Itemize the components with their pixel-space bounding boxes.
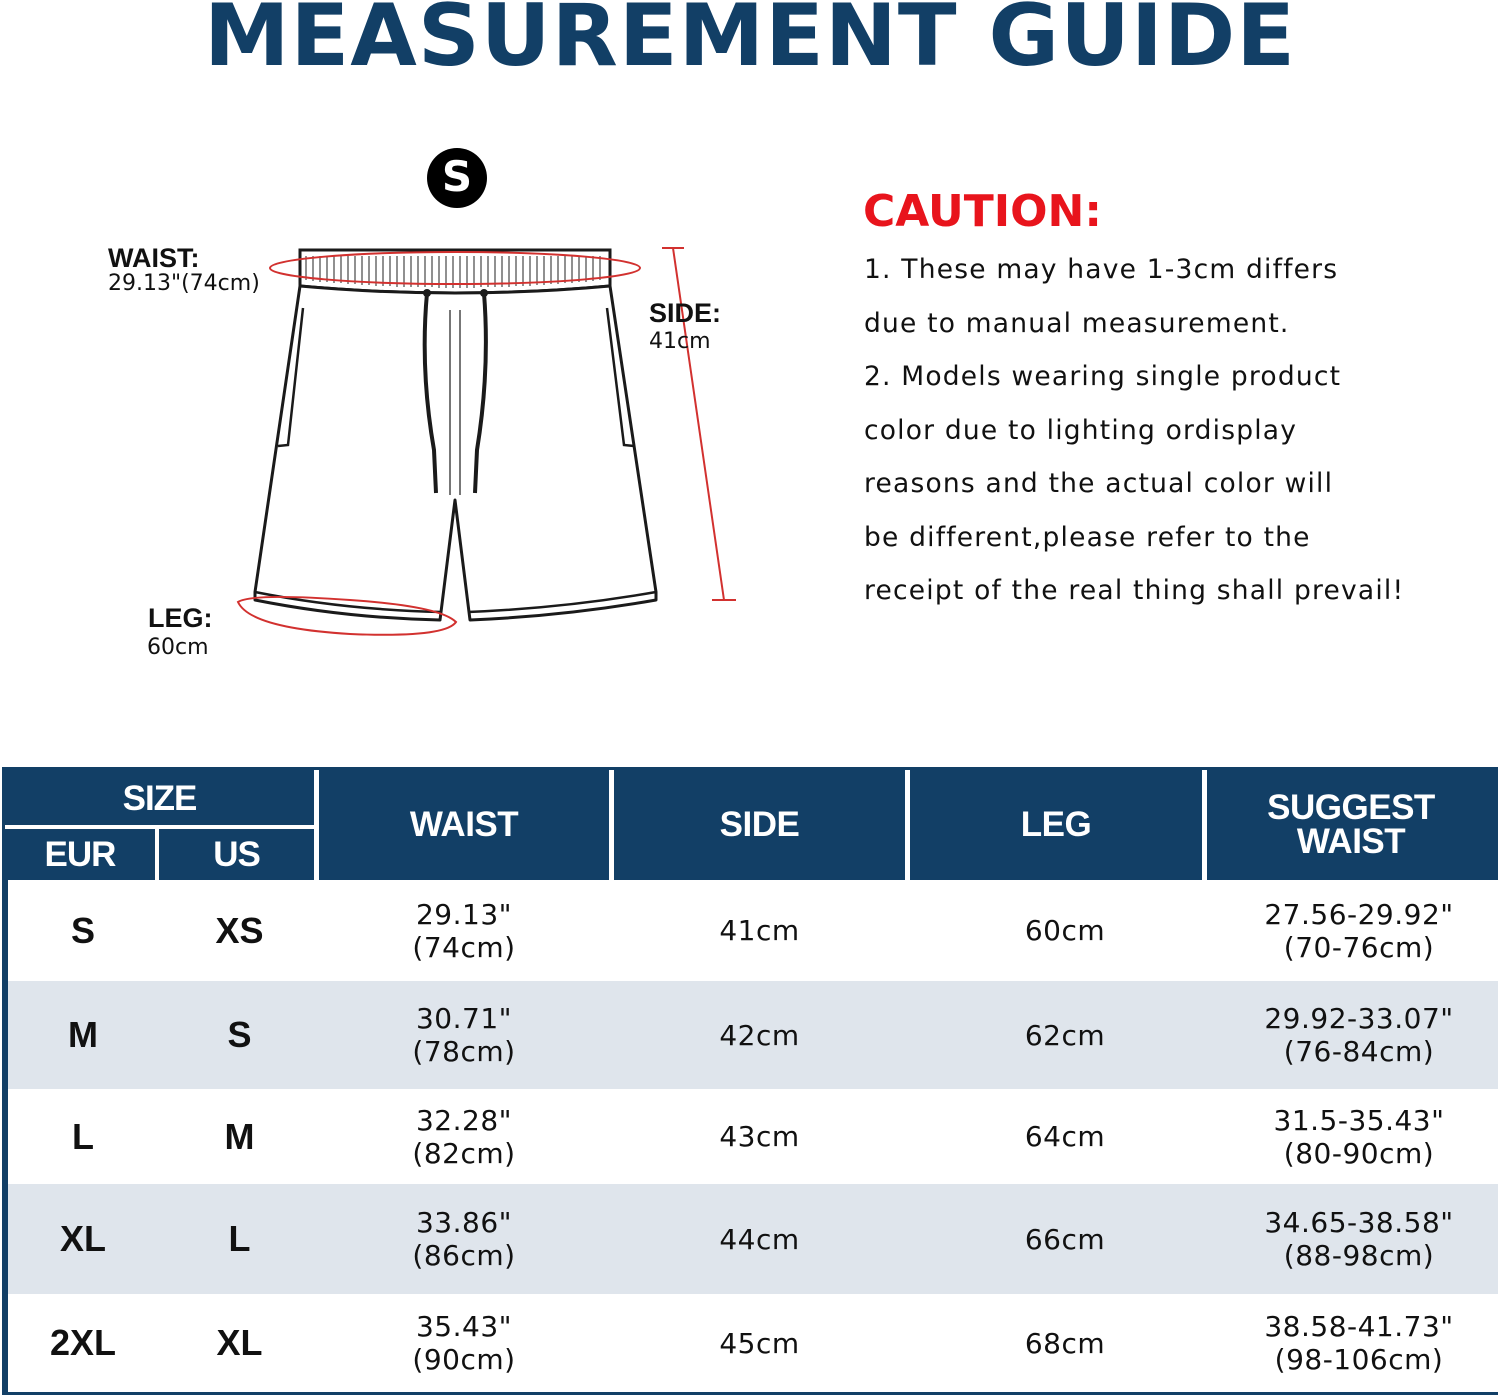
cell-suggest-inches: 34.65-38.58" [1264,1206,1454,1239]
cell-side: 41cm [719,914,800,947]
cell-suggest-waist [1220,1089,1498,1184]
cell-waist-inches: 29.13" [415,897,513,931]
cell-suggest-cm: (80-90cm) [1283,1136,1435,1170]
cell-eur: XL [59,1218,106,1259]
size-badge: S [427,148,487,208]
cell-waist-cm: (74cm) [412,930,516,964]
cell-us: S [227,1014,252,1055]
header-suggest-waist [1207,770,1495,880]
table-row [8,981,1498,1089]
cell-suggest-inches: 27.56-29.92" [1264,897,1454,931]
cell-waist [319,880,609,981]
cell-leg: 68cm [1024,1326,1106,1360]
cell-suggest-inches: 38.58-41.73" [1264,1310,1454,1343]
cell-side: 44cm [719,1222,800,1256]
cell-us: L [228,1218,251,1259]
waist-measure-label: WAIST: [108,243,200,273]
cell-waist-inches: 35.43" [415,1310,513,1343]
cell-us: XS [215,909,264,951]
cell-side: 43cm [719,1120,800,1153]
header-eur: EUR [5,829,155,880]
cell-leg: 62cm [1024,1018,1106,1052]
caution-line: reasons and the actual color will [864,468,1334,499]
cell-suggest-waist [1220,1294,1498,1392]
header-waist: WAIST [319,770,609,880]
page-title: MEASUREMENT GUIDE [203,0,1297,86]
cell-suggest-cm: (98-106cm) [1274,1343,1444,1376]
cell-eur: 2XL [49,1322,117,1363]
cell-suggest-cm: (76-84cm) [1283,1035,1435,1068]
cell-waist-cm: (90cm) [412,1343,516,1376]
header-leg: LEG [910,770,1202,880]
table-row [8,1184,1498,1294]
side-measure-label: SIDE: [649,298,722,328]
header-suggest-line2: WAIST [1296,822,1406,861]
cell-waist [319,981,609,1089]
table-row [8,880,1498,981]
size-table [2,767,1498,1395]
caution-line: 2. Models wearing single product [864,361,1342,392]
shorts-diagram [0,100,820,700]
cell-waist-inches: 33.86" [415,1206,513,1239]
cell-waist-inches: 32.28" [415,1103,513,1137]
cell-suggest-waist [1220,1184,1498,1294]
cell-waist [319,1184,609,1294]
cell-eur: L [72,1115,94,1157]
cell-suggest-waist [1220,981,1498,1089]
cell-suggest-inches: 31.5-35.43" [1273,1103,1445,1137]
header-suggest-line1: SUGGEST [1267,788,1435,827]
cell-eur: M [68,1014,98,1055]
table-row [8,1294,1498,1392]
waist-measure-value: 29.13"(74cm) [108,271,260,296]
cell-suggest-waist [1220,880,1498,981]
header-size: SIZE [5,770,314,827]
header-us: US [159,829,314,880]
leg-measure-label: LEG: [148,603,213,633]
cell-waist-cm: (82cm) [412,1136,516,1170]
cell-waist-cm: (78cm) [412,1035,516,1068]
shorts-illustration-icon [0,100,820,700]
caution-line: 1. These may have 1-3cm differs [864,254,1339,285]
cell-side: 45cm [719,1326,800,1360]
side-measure-value: 41cm [649,329,711,354]
caution-line: color due to lighting ordisplay [864,414,1298,446]
cell-leg: 66cm [1024,1222,1106,1256]
caution-text [864,248,1484,623]
cell-suggest-cm: (70-76cm) [1283,930,1435,964]
cell-leg: 64cm [1024,1120,1106,1153]
cell-waist-inches: 30.71" [415,1002,513,1035]
cell-suggest-cm: (88-98cm) [1283,1239,1435,1272]
caution-line: be different,please refer to the [864,521,1311,553]
cell-eur: S [70,909,95,951]
cell-us: M [224,1115,255,1157]
header-side: SIDE [614,770,905,880]
caution-title: CAUTION: [863,186,1102,237]
leg-measure-value: 60cm [147,635,209,660]
table-row [8,1089,1498,1184]
caution-line: receipt of the real thing shall prevail! [864,575,1405,606]
caution-line: due to manual measurement. [864,307,1290,339]
cell-us: XL [216,1322,263,1363]
cell-leg: 60cm [1024,914,1106,947]
cell-side: 42cm [719,1018,800,1052]
cell-suggest-inches: 29.92-33.07" [1264,1002,1454,1035]
cell-waist [319,1089,609,1184]
cell-waist-cm: (86cm) [412,1239,516,1272]
cell-waist [319,1294,609,1392]
